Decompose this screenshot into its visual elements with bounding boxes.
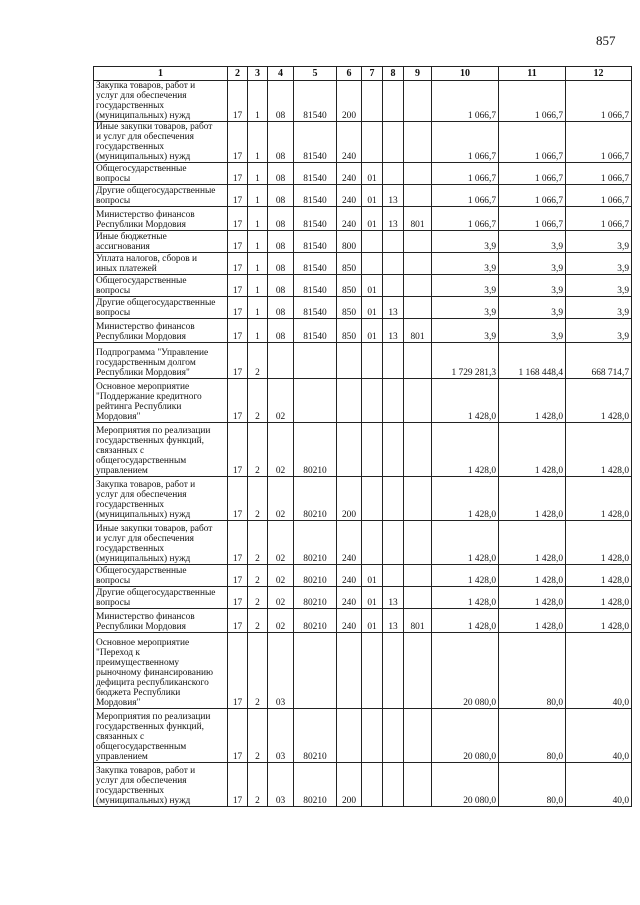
row-name-cell: Основное мероприятие "Переход к преимущественному рыночному финансированию дефицита республиканского бюджета Республики Мордовия" [94, 633, 228, 709]
table-cell: 850 [337, 275, 362, 297]
table-cell: 240 [337, 163, 362, 185]
table-cell: 200 [337, 81, 362, 122]
table-cell: 801 [404, 207, 432, 231]
table-cell: 1 [248, 185, 268, 207]
table-cell: 13 [383, 609, 404, 633]
table-cell: 1 729 281,3 [432, 343, 499, 379]
table-cell: 20 080,0 [432, 633, 499, 709]
table-cell [383, 253, 404, 275]
table-cell: 80210 [294, 565, 337, 587]
row-name-cell: Иные закупки товаров, работ и услуг для обеспечения государственных (муниципальных) нужд [94, 122, 228, 163]
table-cell: 81540 [294, 319, 337, 343]
table-cell: 01 [362, 609, 383, 633]
column-header: 4 [268, 67, 294, 81]
column-header: 11 [499, 67, 566, 81]
row-name-cell: Иные закупки товаров, работ и услуг для обеспечения государственных (муниципальных) нужд [94, 521, 228, 565]
column-header: 7 [362, 67, 383, 81]
table-cell: 81540 [294, 253, 337, 275]
table-cell: 240 [337, 185, 362, 207]
table-cell: 08 [268, 253, 294, 275]
table-cell: 3,9 [499, 275, 566, 297]
table-row [94, 477, 632, 521]
table-cell [404, 297, 432, 319]
row-name-cell: Министерство финансов Республики Мордовия [94, 319, 228, 343]
table-row [94, 521, 632, 565]
row-name-cell: Подпрограмма "Управление государственным долгом Республики Мордовия" [94, 343, 228, 379]
table-cell: 1 [248, 207, 268, 231]
table-cell: 17 [228, 253, 248, 275]
table-cell: 1 428,0 [499, 587, 566, 609]
table-row [94, 763, 632, 807]
table-row [94, 565, 632, 587]
table-cell: 1 428,0 [432, 609, 499, 633]
table-cell: 13 [383, 185, 404, 207]
table-cell [383, 565, 404, 587]
column-header: 9 [404, 67, 432, 81]
table-cell: 3,9 [499, 297, 566, 319]
table-cell: 2 [248, 343, 268, 379]
table-cell: 17 [228, 763, 248, 807]
row-name-cell: Другие общегосударственные вопросы [94, 587, 228, 609]
table-cell: 01 [362, 207, 383, 231]
page-number: 857 [596, 33, 616, 48]
table-cell [404, 343, 432, 379]
table-cell: 17 [228, 477, 248, 521]
table-cell [383, 343, 404, 379]
table-cell: 80210 [294, 521, 337, 565]
table-cell: 1 [248, 81, 268, 122]
table-cell: 1 [248, 231, 268, 253]
table-cell [383, 231, 404, 253]
table-cell: 13 [383, 297, 404, 319]
table-cell: 1 428,0 [432, 587, 499, 609]
table-cell: 08 [268, 319, 294, 343]
table-cell: 81540 [294, 297, 337, 319]
table-cell: 1 428,0 [566, 477, 632, 521]
header-row [94, 67, 632, 81]
table-cell [362, 763, 383, 807]
table-cell: 1 428,0 [499, 477, 566, 521]
table-cell: 02 [268, 587, 294, 609]
table-cell: 1 428,0 [566, 565, 632, 587]
table-cell: 17 [228, 297, 248, 319]
table-cell [383, 633, 404, 709]
table-cell: 2 [248, 521, 268, 565]
table-cell: 02 [268, 521, 294, 565]
table-cell [404, 633, 432, 709]
table-cell [404, 231, 432, 253]
table-cell: 240 [337, 122, 362, 163]
table-cell: 1 066,7 [566, 207, 632, 231]
table-cell: 17 [228, 231, 248, 253]
table-cell: 850 [337, 319, 362, 343]
table-cell [337, 709, 362, 763]
table-cell: 17 [228, 423, 248, 477]
table-cell: 80,0 [499, 763, 566, 807]
table-cell: 20 080,0 [432, 709, 499, 763]
table-cell: 1 428,0 [499, 565, 566, 587]
table-row [94, 379, 632, 423]
table-cell: 01 [362, 319, 383, 343]
row-name-cell: Мероприятия по реализации государственных функций, связанных с общегосударственным управлением [94, 423, 228, 477]
table-row [94, 81, 632, 122]
table-cell: 13 [383, 207, 404, 231]
column-header: 6 [337, 67, 362, 81]
table-cell [337, 343, 362, 379]
table-cell: 2 [248, 763, 268, 807]
table-cell: 1 066,7 [432, 122, 499, 163]
table-cell: 3,9 [566, 275, 632, 297]
table-cell: 02 [268, 379, 294, 423]
table-cell: 1 [248, 319, 268, 343]
table-cell: 80210 [294, 709, 337, 763]
row-name-cell: Общегосударственные вопросы [94, 565, 228, 587]
table-cell: 1 066,7 [432, 163, 499, 185]
table-cell [383, 709, 404, 763]
table-cell: 17 [228, 122, 248, 163]
table-cell [362, 122, 383, 163]
table-row [94, 587, 632, 609]
table-cell: 81540 [294, 275, 337, 297]
table-cell: 17 [228, 565, 248, 587]
row-name-cell: Министерство финансов Республики Мордовия [94, 207, 228, 231]
table-cell: 1 066,7 [566, 185, 632, 207]
table-cell: 1 066,7 [499, 185, 566, 207]
table-cell: 1 428,0 [499, 521, 566, 565]
table-cell: 2 [248, 477, 268, 521]
table-cell: 1 066,7 [499, 207, 566, 231]
table-cell [383, 379, 404, 423]
table-cell [294, 379, 337, 423]
table-cell: 80210 [294, 477, 337, 521]
table-cell: 1 428,0 [432, 521, 499, 565]
column-header: 5 [294, 67, 337, 81]
table-cell: 3,9 [432, 253, 499, 275]
row-name-cell: Уплата налогов, сборов и иных платежей [94, 253, 228, 275]
table-cell: 17 [228, 587, 248, 609]
table-cell: 17 [228, 163, 248, 185]
table-cell [362, 81, 383, 122]
table-cell: 1 428,0 [499, 609, 566, 633]
table-cell: 40,0 [566, 709, 632, 763]
table-cell: 13 [383, 587, 404, 609]
table-cell: 17 [228, 609, 248, 633]
table-cell: 17 [228, 81, 248, 122]
table-row [94, 207, 632, 231]
table-cell: 1 428,0 [566, 423, 632, 477]
table-cell: 1 066,7 [499, 163, 566, 185]
column-header: 3 [248, 67, 268, 81]
row-name-cell: Основное мероприятие "Поддержание кредитного рейтинга Республики Мордовия" [94, 379, 228, 423]
table-cell: 80,0 [499, 633, 566, 709]
table-cell: 17 [228, 521, 248, 565]
table-header [94, 67, 632, 81]
column-header: 8 [383, 67, 404, 81]
table-cell: 1 428,0 [499, 379, 566, 423]
table-cell [362, 709, 383, 763]
column-header: 10 [432, 67, 499, 81]
table-cell: 17 [228, 207, 248, 231]
table-cell [383, 81, 404, 122]
table-cell: 3,9 [432, 275, 499, 297]
table-cell: 801 [404, 609, 432, 633]
table-cell: 1 066,7 [566, 163, 632, 185]
row-name-cell: Закупка товаров, работ и услуг для обеспечения государственных (муниципальных) нужд [94, 477, 228, 521]
table-cell: 800 [337, 231, 362, 253]
table-cell: 240 [337, 521, 362, 565]
table-cell: 02 [268, 423, 294, 477]
table-cell: 3,9 [432, 231, 499, 253]
table-row [94, 343, 632, 379]
table-cell [404, 565, 432, 587]
table-cell: 2 [248, 709, 268, 763]
table-cell [404, 185, 432, 207]
table-cell: 1 428,0 [566, 587, 632, 609]
table-cell: 02 [268, 477, 294, 521]
table-cell: 2 [248, 423, 268, 477]
table-cell [383, 763, 404, 807]
table-row [94, 709, 632, 763]
table-cell [362, 379, 383, 423]
table-cell: 3,9 [499, 253, 566, 275]
table-cell [362, 633, 383, 709]
table-cell [294, 633, 337, 709]
table-cell: 1 428,0 [432, 565, 499, 587]
table-cell: 81540 [294, 185, 337, 207]
table-cell: 08 [268, 185, 294, 207]
table-cell: 1 428,0 [432, 423, 499, 477]
row-name-cell: Общегосударственные вопросы [94, 275, 228, 297]
table-cell: 03 [268, 763, 294, 807]
table-cell: 08 [268, 207, 294, 231]
table-cell: 40,0 [566, 763, 632, 807]
table-cell: 03 [268, 709, 294, 763]
table-cell: 17 [228, 185, 248, 207]
table-cell: 01 [362, 565, 383, 587]
table-cell: 2 [248, 633, 268, 709]
row-name-cell: Общегосударственные вопросы [94, 163, 228, 185]
table-cell: 17 [228, 343, 248, 379]
table-cell [362, 231, 383, 253]
table-cell [383, 477, 404, 521]
table-cell: 17 [228, 275, 248, 297]
table-cell: 01 [362, 275, 383, 297]
column-header: 1 [94, 67, 228, 81]
table-cell: 2 [248, 565, 268, 587]
table-cell [404, 163, 432, 185]
table-cell: 1 066,7 [566, 122, 632, 163]
table-cell: 02 [268, 609, 294, 633]
table-cell: 17 [228, 319, 248, 343]
table-cell: 200 [337, 477, 362, 521]
table-cell: 17 [228, 709, 248, 763]
table-cell [362, 477, 383, 521]
table-cell [404, 709, 432, 763]
table-cell: 81540 [294, 163, 337, 185]
table-row [94, 633, 632, 709]
budget-table [93, 66, 632, 807]
table-cell: 1 [248, 297, 268, 319]
table-cell: 1 066,7 [499, 81, 566, 122]
table-cell [362, 423, 383, 477]
table-cell [383, 275, 404, 297]
table-cell: 850 [337, 297, 362, 319]
table-cell: 08 [268, 163, 294, 185]
table-cell [404, 275, 432, 297]
table-cell: 240 [337, 565, 362, 587]
table-cell: 81540 [294, 207, 337, 231]
row-name-cell: Закупка товаров, работ и услуг для обеспечения государственных (муниципальных) нужд [94, 81, 228, 122]
table-cell: 1 168 448,4 [499, 343, 566, 379]
table-cell: 81540 [294, 231, 337, 253]
table-cell: 13 [383, 319, 404, 343]
table-row [94, 319, 632, 343]
table-cell: 08 [268, 275, 294, 297]
table-cell: 01 [362, 587, 383, 609]
row-name-cell: Другие общегосударственные вопросы [94, 297, 228, 319]
table-cell [383, 521, 404, 565]
table-row [94, 297, 632, 319]
table-cell: 3,9 [566, 319, 632, 343]
table-cell: 1 066,7 [499, 122, 566, 163]
table-cell [404, 763, 432, 807]
table-cell [404, 122, 432, 163]
table-cell [404, 521, 432, 565]
table-cell: 1 066,7 [432, 207, 499, 231]
table-cell: 2 [248, 379, 268, 423]
column-header: 12 [566, 67, 632, 81]
table-cell: 08 [268, 122, 294, 163]
table-cell: 01 [362, 163, 383, 185]
table-row [94, 253, 632, 275]
table-cell: 1 428,0 [566, 609, 632, 633]
table-cell: 1 [248, 163, 268, 185]
table-cell: 3,9 [566, 231, 632, 253]
table-cell [404, 423, 432, 477]
table-cell: 240 [337, 609, 362, 633]
table-cell: 81540 [294, 81, 337, 122]
table-cell: 1 066,7 [432, 81, 499, 122]
table-cell: 80210 [294, 609, 337, 633]
table-cell: 40,0 [566, 633, 632, 709]
table-row [94, 163, 632, 185]
table-cell [404, 253, 432, 275]
table-cell: 1 428,0 [566, 521, 632, 565]
table-cell [337, 633, 362, 709]
table-cell [268, 343, 294, 379]
table-cell: 1 [248, 253, 268, 275]
table-cell: 2 [248, 587, 268, 609]
table-cell: 3,9 [566, 253, 632, 275]
table-cell: 08 [268, 231, 294, 253]
table-cell: 200 [337, 763, 362, 807]
table-cell: 03 [268, 633, 294, 709]
table-cell [337, 379, 362, 423]
table-cell: 17 [228, 633, 248, 709]
table-row [94, 231, 632, 253]
row-name-cell: Закупка товаров, работ и услуг для обеспечения государственных (муниципальных) нужд [94, 763, 228, 807]
table-cell: 3,9 [432, 297, 499, 319]
table-cell: 1 428,0 [432, 379, 499, 423]
row-name-cell: Министерство финансов Республики Мордовия [94, 609, 228, 633]
row-name-cell: Другие общегосударственные вопросы [94, 185, 228, 207]
table-cell [362, 521, 383, 565]
column-header: 2 [228, 67, 248, 81]
table-cell [404, 81, 432, 122]
table-cell [294, 343, 337, 379]
table-cell [404, 477, 432, 521]
table-cell [383, 163, 404, 185]
table-cell: 80210 [294, 423, 337, 477]
table-cell: 1 428,0 [499, 423, 566, 477]
table-cell: 1 428,0 [566, 379, 632, 423]
table-cell: 01 [362, 297, 383, 319]
table-cell: 81540 [294, 122, 337, 163]
table-cell: 80,0 [499, 709, 566, 763]
table-cell: 20 080,0 [432, 763, 499, 807]
table-cell: 3,9 [432, 319, 499, 343]
table-cell: 1 428,0 [432, 477, 499, 521]
table-cell [404, 587, 432, 609]
table-cell: 801 [404, 319, 432, 343]
table-cell: 3,9 [499, 231, 566, 253]
table-cell [362, 253, 383, 275]
table-cell: 2 [248, 609, 268, 633]
table-cell: 850 [337, 253, 362, 275]
table-cell: 80210 [294, 763, 337, 807]
table-cell: 668 714,7 [566, 343, 632, 379]
table-row [94, 423, 632, 477]
table-cell [383, 122, 404, 163]
table-cell: 02 [268, 565, 294, 587]
table-cell: 80210 [294, 587, 337, 609]
table-row [94, 275, 632, 297]
table-cell [383, 423, 404, 477]
table-cell: 240 [337, 207, 362, 231]
table-row [94, 122, 632, 163]
table-cell: 01 [362, 185, 383, 207]
table-cell [337, 423, 362, 477]
table-row [94, 609, 632, 633]
row-name-cell: Мероприятия по реализации государственных функций, связанных с общегосударственным управлением [94, 709, 228, 763]
table-cell: 3,9 [499, 319, 566, 343]
table-cell: 3,9 [566, 297, 632, 319]
table-cell: 1 [248, 275, 268, 297]
table-cell [404, 379, 432, 423]
table-cell: 08 [268, 297, 294, 319]
table-cell: 1 066,7 [432, 185, 499, 207]
table-cell: 17 [228, 379, 248, 423]
table-cell: 240 [337, 587, 362, 609]
row-name-cell: Иные бюджетные ассигнования [94, 231, 228, 253]
table-cell [362, 343, 383, 379]
table-cell: 08 [268, 81, 294, 122]
table-cell: 1 066,7 [566, 81, 632, 122]
table-row [94, 185, 632, 207]
table-cell: 1 [248, 122, 268, 163]
table-body [94, 81, 632, 807]
